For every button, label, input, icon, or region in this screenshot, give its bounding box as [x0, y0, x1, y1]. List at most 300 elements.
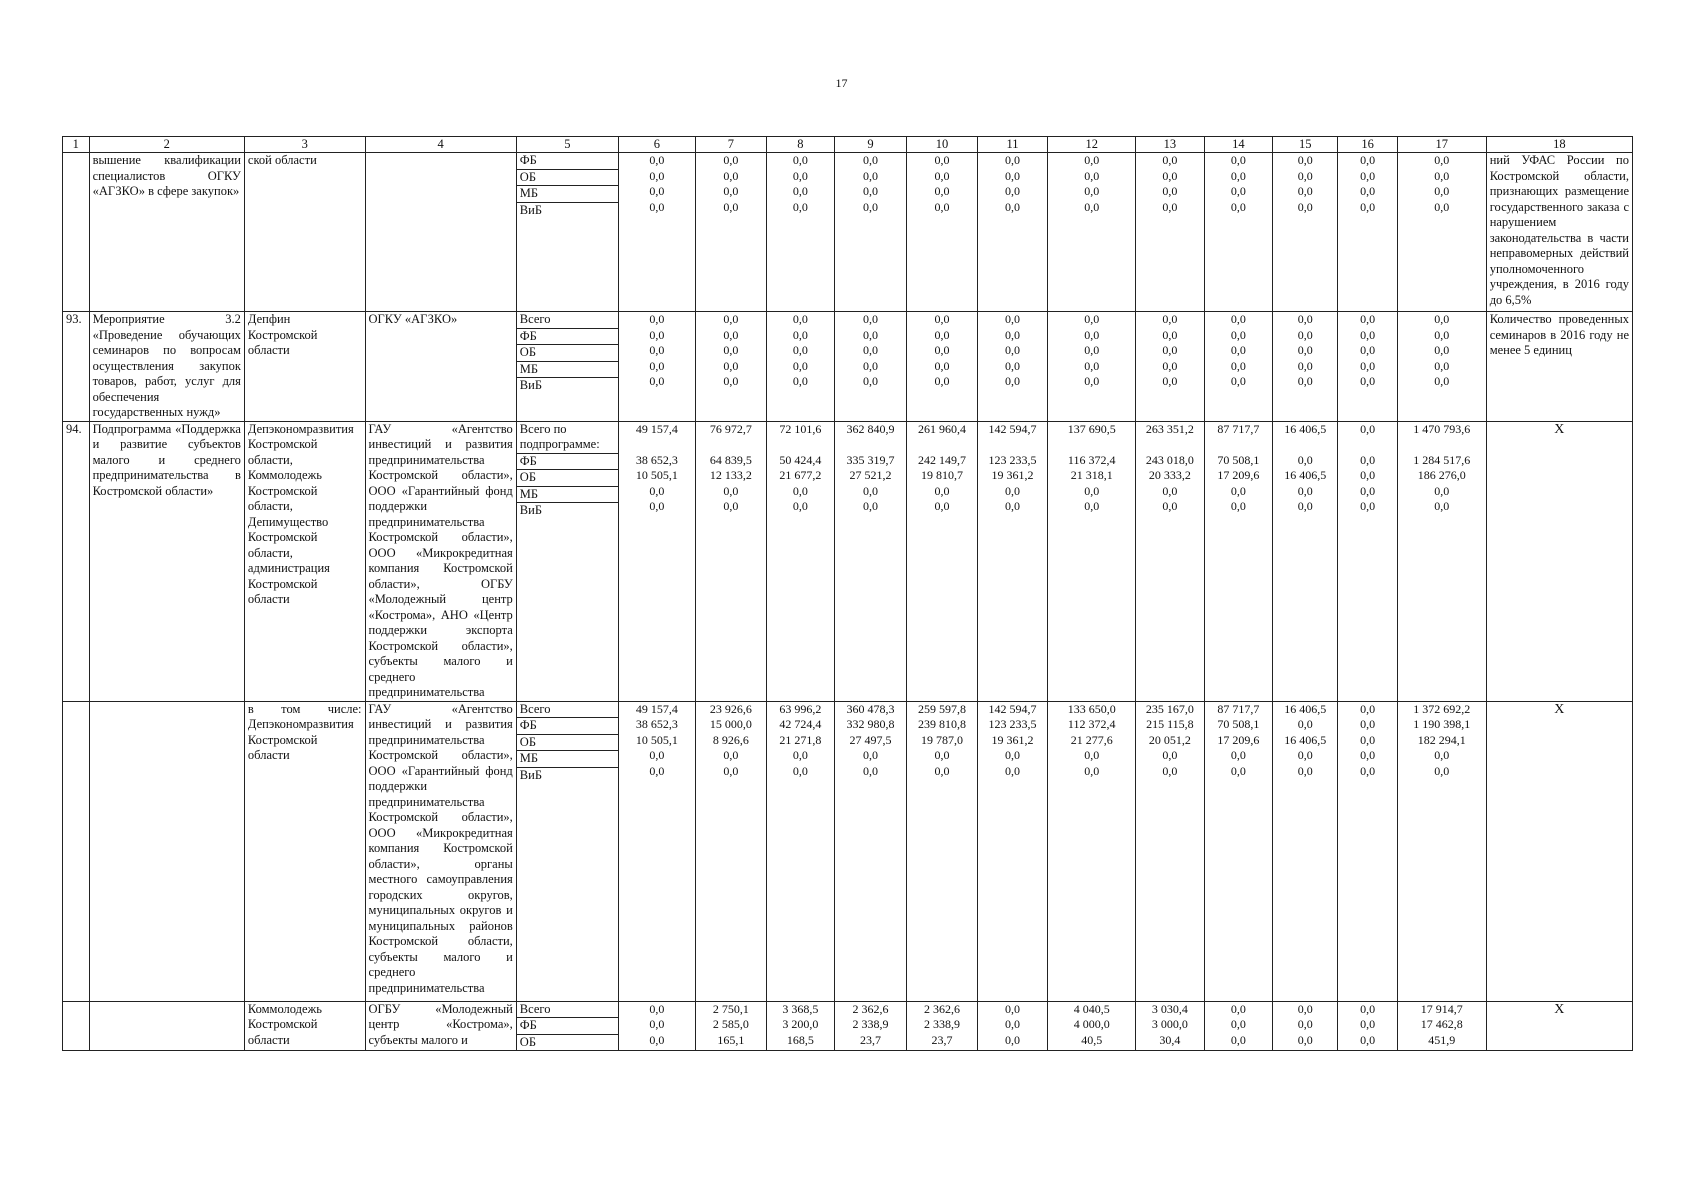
- column-header: 9: [834, 137, 907, 153]
- value: 0,0: [649, 199, 665, 214]
- value: 0,0: [1360, 1017, 1376, 1031]
- value-cell: [907, 153, 978, 312]
- value-cell: [695, 1001, 767, 1051]
- column-header: 10: [907, 137, 978, 153]
- value: 16 406,5: [1284, 732, 1327, 747]
- program-name: Подпрограмма «Поддержка и развитие субъектов малого и среднего предпринимательства в Костромской области»: [89, 421, 244, 701]
- value-cell: [1397, 1001, 1486, 1051]
- funding-source: ФБ: [517, 454, 618, 471]
- value-cell: [1136, 701, 1204, 1001]
- value: 0,0: [1004, 1032, 1020, 1047]
- value: 0,0: [1434, 763, 1450, 778]
- funding-source: МБ: [517, 487, 618, 504]
- value: 0,0: [1360, 452, 1376, 467]
- value: 0,0: [1360, 327, 1376, 342]
- value: 242 149,7: [917, 452, 966, 467]
- value: 0,0: [723, 499, 739, 513]
- column-header: 13: [1136, 137, 1204, 153]
- value-cell: [1204, 421, 1272, 701]
- value: 259 597,8: [917, 701, 966, 716]
- column-header: 6: [619, 137, 696, 153]
- value: 17 209,6: [1217, 468, 1260, 482]
- value: 49 157,4: [635, 701, 678, 716]
- value-cell: [977, 421, 1048, 701]
- value: 0,0: [934, 312, 950, 326]
- value: 23 926,6: [709, 701, 752, 716]
- value-cell: [1338, 153, 1397, 312]
- value: 0,0: [862, 199, 878, 214]
- value: 0,0: [649, 748, 665, 762]
- column-header: 12: [1048, 137, 1136, 153]
- value: 0,0: [1162, 748, 1178, 762]
- value: 16 406,5: [1284, 421, 1327, 436]
- column-header-row: [63, 137, 1633, 153]
- value: 2 338,9: [923, 1017, 960, 1031]
- value: 20 051,2: [1148, 732, 1191, 747]
- row-number: [63, 1001, 90, 1051]
- value-cell: [619, 153, 696, 312]
- funding-source: ФБ: [517, 718, 618, 735]
- value: 1 284 517,6: [1413, 452, 1471, 467]
- table-row: [63, 421, 1633, 701]
- value: 165,1: [717, 1032, 745, 1047]
- value: 0,0: [649, 343, 665, 357]
- value: 0,0: [1434, 358, 1450, 373]
- funding-source: МБ: [517, 751, 618, 768]
- funding-source: ВиБ: [519, 378, 543, 392]
- value-cell: [767, 421, 834, 701]
- value: 0,0: [649, 184, 665, 198]
- value: 8 926,6: [712, 732, 749, 747]
- value: 0,0: [723, 763, 739, 778]
- column-header: 2: [89, 137, 244, 153]
- value: 0,0: [1084, 374, 1100, 388]
- value: 182 294,1: [1417, 732, 1466, 747]
- value: 19 361,2: [991, 732, 1034, 747]
- value-cell: [977, 701, 1048, 1001]
- value: 112 372,4: [1067, 717, 1116, 731]
- value: 0,0: [1162, 343, 1178, 357]
- value: 116 372,4: [1067, 452, 1116, 467]
- value: 0,0: [1434, 312, 1450, 326]
- value: 335 319,7: [846, 452, 895, 467]
- row-number: 94.: [63, 421, 90, 701]
- value-cell: [767, 701, 834, 1001]
- column-header: 8: [767, 137, 834, 153]
- value: 3 000,0: [1151, 1017, 1188, 1031]
- value: 2 585,0: [712, 1017, 749, 1031]
- value-cell: [1273, 421, 1338, 701]
- value: 0,0: [1084, 763, 1100, 778]
- value-cell: [977, 1001, 1048, 1051]
- value: 0,0: [1004, 153, 1020, 167]
- value: 0,0: [792, 153, 808, 167]
- value: 0,0: [934, 499, 950, 513]
- value: 72 101,6: [779, 421, 822, 436]
- value: 0,0: [1084, 343, 1100, 357]
- value: 0,0: [934, 327, 950, 342]
- value: 2 362,6: [923, 1001, 960, 1016]
- value: 0,0: [792, 184, 808, 198]
- value: 0,0: [649, 1017, 665, 1031]
- value: 21 318,1: [1070, 468, 1113, 482]
- value: 332 980,8: [846, 717, 895, 731]
- value: 21 271,8: [779, 732, 822, 747]
- value-cell: [1338, 701, 1397, 1001]
- value: 0,0: [1084, 748, 1100, 762]
- value-cell: [1397, 421, 1486, 701]
- funding-source: ФБ: [517, 1018, 618, 1035]
- value: 0,0: [1230, 499, 1246, 513]
- value-cell: [695, 153, 767, 312]
- value: 0,0: [1360, 421, 1376, 436]
- value: 0,0: [1162, 374, 1178, 388]
- budget-table: [62, 136, 1633, 1051]
- value: 0,0: [1360, 717, 1376, 731]
- value: 0,0: [1434, 184, 1450, 198]
- value-cell: [1273, 153, 1338, 312]
- expected-result: Х: [1486, 701, 1632, 1001]
- value: 0,0: [1360, 184, 1376, 198]
- funding-source: ВиБ: [519, 767, 543, 782]
- value: 17 914,7: [1420, 1001, 1463, 1016]
- value: 0,0: [1360, 358, 1376, 373]
- value: 239 810,8: [917, 717, 966, 731]
- value: 0,0: [1434, 483, 1450, 498]
- value: 0,0: [862, 184, 878, 198]
- value-cell: [695, 312, 767, 422]
- value: 0,0: [1230, 1017, 1246, 1031]
- value: 0,0: [862, 153, 878, 167]
- row-number: [63, 701, 90, 1001]
- value: 70 508,1: [1217, 717, 1260, 731]
- value: 19 787,0: [920, 732, 963, 747]
- funding-sources: [516, 312, 618, 422]
- value: 0,0: [723, 184, 739, 198]
- value: 0,0: [1084, 153, 1100, 167]
- value-cell: [1273, 701, 1338, 1001]
- value: 0,0: [862, 748, 878, 762]
- value: 0,0: [1084, 327, 1100, 342]
- value: 0,0: [1434, 327, 1450, 342]
- value: 0,0: [1360, 168, 1376, 183]
- value: 0,0: [1434, 374, 1450, 388]
- value: 64 839,5: [709, 452, 752, 467]
- value: 2 362,6: [852, 1001, 889, 1016]
- value: 0,0: [1230, 199, 1246, 214]
- value: 0,0: [649, 312, 665, 326]
- value: 0,0: [1297, 343, 1313, 357]
- value: 0,0: [1297, 184, 1313, 198]
- value: 137 690,5: [1067, 421, 1116, 436]
- value-cell: [1048, 421, 1136, 701]
- value: 0,0: [792, 748, 808, 762]
- value: 0,0: [1004, 763, 1020, 778]
- value: 0,0: [1297, 717, 1313, 731]
- value-cell: [977, 153, 1048, 312]
- value: 16 406,5: [1284, 468, 1327, 482]
- value: 0,0: [934, 199, 950, 214]
- value: 0,0: [934, 763, 950, 778]
- value: 17 209,6: [1217, 732, 1260, 747]
- value: 0,0: [1297, 358, 1313, 373]
- value: 263 351,2: [1145, 421, 1194, 436]
- value: 10 505,1: [635, 732, 678, 747]
- value-cell: [767, 153, 834, 312]
- value: 10 505,1: [635, 468, 678, 482]
- value: 0,0: [1230, 374, 1246, 388]
- value: 0,0: [1230, 1001, 1246, 1016]
- value: 186 276,0: [1417, 468, 1466, 482]
- table-row: [63, 701, 1633, 1001]
- value: 0,0: [723, 199, 739, 214]
- column-header: 11: [977, 137, 1048, 153]
- funding-source: ОБ: [517, 735, 618, 752]
- column-header: 15: [1273, 137, 1338, 153]
- value: 0,0: [1004, 343, 1020, 357]
- value: 0,0: [1297, 199, 1313, 214]
- responsible-executor: Коммолодежь Костромской области: [244, 1001, 365, 1051]
- value: 123 233,5: [988, 717, 1037, 731]
- value: 0,0: [1297, 153, 1313, 167]
- funding-source: ОБ: [517, 345, 618, 362]
- value: 0,0: [723, 343, 739, 357]
- value: 27 521,2: [849, 468, 892, 482]
- program-name: [89, 1001, 244, 1051]
- value-cell: [619, 1001, 696, 1051]
- column-header: 17: [1397, 137, 1486, 153]
- value-cell: [1136, 153, 1204, 312]
- value: 0,0: [792, 168, 808, 183]
- value: 3 368,5: [782, 1001, 819, 1016]
- value-cell: [767, 312, 834, 422]
- value: 0,0: [1230, 168, 1246, 183]
- value: 0,0: [649, 483, 665, 498]
- value: 0,0: [934, 748, 950, 762]
- value-cell: [1273, 312, 1338, 422]
- value-cell: [1338, 312, 1397, 422]
- responsible-executor: в том числе: Депэкономразвития Костромской области: [244, 701, 365, 1001]
- value: 0,0: [1297, 483, 1313, 498]
- value-cell: [907, 701, 978, 1001]
- value: 0,0: [1360, 701, 1376, 716]
- value: 0,0: [1162, 499, 1178, 513]
- value: 0,0: [723, 374, 739, 388]
- value: 0,0: [1297, 1017, 1313, 1031]
- co-executor: ОГКУ «АГЗКО»: [365, 312, 516, 422]
- value: 0,0: [1434, 153, 1450, 167]
- value: 0,0: [1230, 1032, 1246, 1047]
- value: 0,0: [1230, 153, 1246, 167]
- value: 15 000,0: [709, 717, 752, 731]
- value: 0,0: [792, 763, 808, 778]
- value: 0,0: [1297, 374, 1313, 388]
- row-number: [63, 153, 90, 312]
- value-cell: [834, 1001, 907, 1051]
- value: 0,0: [792, 327, 808, 342]
- value: 0,0: [1004, 327, 1020, 342]
- value: 0,0: [1434, 499, 1450, 513]
- value: 40,5: [1081, 1032, 1103, 1047]
- value: 0,0: [1360, 483, 1376, 498]
- value: 0,0: [792, 312, 808, 326]
- value-cell: [834, 312, 907, 422]
- value: 0,0: [862, 763, 878, 778]
- value: 0,0: [1360, 1001, 1376, 1016]
- value: 0,0: [723, 483, 739, 498]
- value: 360 478,3: [846, 701, 895, 716]
- value: 0,0: [1004, 1017, 1020, 1031]
- value: 0,0: [1084, 168, 1100, 183]
- value: 0,0: [1004, 499, 1020, 513]
- value: 168,5: [786, 1032, 814, 1047]
- value: 0,0: [862, 312, 878, 326]
- value: 0,0: [934, 358, 950, 373]
- expected-result: ний УФАС России по Костромской области, признающих размещение государственного заказа с нарушением законодательства в части неправомерных действий уполномоченного учреждения, в 2016 году до 6,5%: [1486, 153, 1632, 312]
- value-cell: [1338, 421, 1397, 701]
- value: 0,0: [1162, 358, 1178, 373]
- value: 19 361,2: [991, 468, 1034, 482]
- value: 0,0: [649, 1032, 665, 1047]
- value: 362 840,9: [846, 421, 895, 436]
- value: 0,0: [1360, 153, 1376, 167]
- value: 3 200,0: [782, 1017, 819, 1031]
- value: 0,0: [1297, 312, 1313, 326]
- value: 0,0: [649, 499, 665, 513]
- co-executor: ГАУ «Агентство инвестиций и развития предпринимательства Костромской области», ООО «Гарантийный фонд поддержки предпринимательства Костромской области», ООО «Микрокредитная компания Костромской области», ОГБУ «Молодежный центр «Кострома», АНО «Центр поддержки экспорта Костромской области», субъекты малого и среднего предпринимательства: [365, 421, 516, 701]
- value-cell: [834, 701, 907, 1001]
- value: 0,0: [792, 499, 808, 513]
- column-header: 5: [516, 137, 618, 153]
- value: 0,0: [862, 358, 878, 373]
- value: 0,0: [1297, 168, 1313, 183]
- value-cell: [907, 312, 978, 422]
- co-executor: ГАУ «Агентство инвестиций и развития предпринимательства Костромской области», ООО «Гарантийный фонд поддержки предпринимательства Костромской области», ООО «Микрокредитная компания Костромской области», органы местного самоуправления городских округов, муниципальных округов и муниципальных районов Костромской области, субъекты малого и среднего предпринимательства: [365, 701, 516, 1001]
- value: 38 652,3: [635, 717, 678, 731]
- value: 0,0: [723, 312, 739, 326]
- value: 0,0: [1004, 1001, 1020, 1016]
- value-cell: [695, 421, 767, 701]
- value: 42 724,4: [779, 717, 822, 731]
- funding-source: МБ: [517, 186, 618, 203]
- value: 451,9: [1428, 1032, 1456, 1047]
- value: 0,0: [862, 483, 878, 498]
- value: 27 497,5: [849, 732, 892, 747]
- value: 0,0: [862, 168, 878, 183]
- program-name: [89, 701, 244, 1001]
- co-executor: [365, 153, 516, 312]
- value: 0,0: [1004, 358, 1020, 373]
- value: 4 000,0: [1073, 1017, 1110, 1031]
- value: 19 810,7: [920, 468, 963, 482]
- value-cell: [695, 701, 767, 1001]
- value: 0,0: [1297, 327, 1313, 342]
- value: 0,0: [649, 168, 665, 183]
- value: 0,0: [1360, 732, 1376, 747]
- value: 21 277,6: [1070, 732, 1113, 747]
- funding-source: Всего: [517, 1002, 618, 1019]
- value: 0,0: [1004, 483, 1020, 498]
- value: 142 594,7: [988, 701, 1037, 716]
- value: 2 750,1: [712, 1001, 749, 1016]
- value: 0,0: [1230, 184, 1246, 198]
- value-cell: [1136, 312, 1204, 422]
- value: 0,0: [649, 1001, 665, 1016]
- value: 1 470 793,6: [1413, 421, 1471, 436]
- value-cell: [1048, 1001, 1136, 1051]
- value: 0,0: [1162, 199, 1178, 214]
- value: 0,0: [723, 327, 739, 342]
- value: 0,0: [1230, 343, 1246, 357]
- funding-source: МБ: [517, 362, 618, 379]
- value: 0,0: [649, 374, 665, 388]
- value: 16 406,5: [1284, 701, 1327, 716]
- value: 0,0: [1434, 343, 1450, 357]
- value-cell: [1048, 312, 1136, 422]
- value-cell: [619, 312, 696, 422]
- value: 0,0: [1360, 499, 1376, 513]
- funding-source: ОБ: [517, 170, 618, 187]
- value: 0,0: [1297, 1032, 1313, 1047]
- value: 0,0: [1360, 748, 1376, 762]
- value: 0,0: [934, 184, 950, 198]
- value: 17 462,8: [1420, 1017, 1463, 1031]
- value: 23,7: [859, 1032, 881, 1047]
- value: 235 167,0: [1145, 701, 1194, 716]
- value: 2 338,9: [852, 1017, 889, 1031]
- responsible-executor: Депэкономразвития Костромской области, Коммолодежь Костромской области, Депимущество Костромской области, администрация Костромской области: [244, 421, 365, 701]
- funding-source: ВиБ: [519, 503, 543, 517]
- value: 0,0: [1360, 763, 1376, 778]
- funding-source: Всего по подпрограмме:: [517, 422, 618, 454]
- funding-sources: [516, 701, 618, 1001]
- value-cell: [834, 421, 907, 701]
- co-executor: ОГБУ «Молодежный центр «Кострома», субъекты малого и: [365, 1001, 516, 1051]
- value: 0,0: [1297, 748, 1313, 762]
- value: 21 677,2: [779, 468, 822, 482]
- value: 0,0: [1084, 358, 1100, 373]
- value: 0,0: [723, 153, 739, 167]
- value: 38 652,3: [635, 452, 678, 467]
- value: 0,0: [1297, 763, 1313, 778]
- value-cell: [1397, 312, 1486, 422]
- value-cell: [834, 153, 907, 312]
- funding-sources: [516, 1001, 618, 1051]
- value: 0,0: [649, 763, 665, 778]
- value: 0,0: [1162, 184, 1178, 198]
- value: 0,0: [723, 358, 739, 373]
- value-cell: [1136, 421, 1204, 701]
- funding-source: ВиБ: [519, 202, 543, 217]
- value: 0,0: [1004, 374, 1020, 388]
- value-cell: [1204, 701, 1272, 1001]
- value-cell: [1204, 1001, 1272, 1051]
- value: 0,0: [1230, 763, 1246, 778]
- value: 0,0: [862, 374, 878, 388]
- value-cell: [619, 701, 696, 1001]
- funding-sources: [516, 153, 618, 312]
- value: 0,0: [649, 153, 665, 167]
- value-cell: [1204, 153, 1272, 312]
- value: 0,0: [1360, 374, 1376, 388]
- funding-source: ФБ: [517, 329, 618, 346]
- value: 0,0: [1434, 748, 1450, 762]
- funding-source: Всего: [517, 312, 618, 329]
- value: 0,0: [1004, 312, 1020, 326]
- value-cell: [907, 1001, 978, 1051]
- value: 0,0: [1230, 358, 1246, 373]
- expected-result: Х: [1486, 1001, 1632, 1051]
